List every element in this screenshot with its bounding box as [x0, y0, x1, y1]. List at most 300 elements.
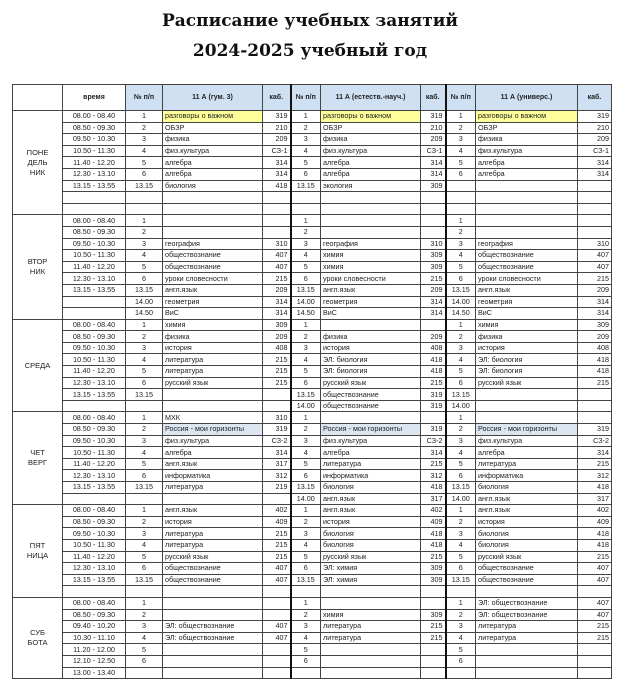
lesson-subject: англ.язык	[321, 505, 421, 517]
schedule-row	[13, 609, 612, 621]
day-name: СРЕДА	[13, 319, 63, 412]
header-class-2: 11 А (естеств.-науч.)	[321, 85, 421, 111]
lesson-subject	[321, 412, 421, 424]
lesson-room: 209	[263, 134, 291, 146]
header-time: время	[63, 85, 126, 111]
lesson-subject: химия	[163, 319, 263, 331]
schedule-row	[13, 644, 612, 656]
page-subtitle: 2024-2025 учебный год	[192, 41, 428, 61]
lesson-number: 1	[291, 412, 321, 424]
lesson-room: 407	[263, 261, 291, 273]
lesson-time: 08.00 - 08.40	[63, 215, 126, 227]
lesson-subject: физ.культура	[163, 145, 263, 157]
lesson-subject: ВиС	[321, 308, 421, 320]
lesson-room: 314	[578, 447, 612, 459]
lesson-room: 407	[578, 250, 612, 262]
lesson-room: 210	[578, 122, 612, 134]
lesson-room: 209	[421, 331, 446, 343]
lesson-number: 6	[291, 655, 321, 667]
lesson-room: 314	[263, 296, 291, 308]
lesson-number: 13.15	[446, 482, 476, 494]
lesson-subject: уроки словесности	[321, 273, 421, 285]
lesson-room: 310	[578, 238, 612, 250]
lesson-room: 314	[421, 447, 446, 459]
lesson-room	[578, 215, 612, 227]
lesson-subject	[163, 215, 263, 227]
lesson-room: 310	[421, 238, 446, 250]
lesson-subject: англ.язык	[476, 493, 578, 505]
lesson-number	[126, 586, 163, 598]
lesson-time	[63, 493, 126, 505]
lesson-number: 3	[446, 134, 476, 146]
lesson-number: 5	[291, 644, 321, 656]
lesson-number: 6	[446, 563, 476, 575]
lesson-subject: англ.язык	[163, 458, 263, 470]
lesson-subject	[476, 586, 578, 598]
lesson-time: 12.10 - 12.50	[63, 655, 126, 667]
lesson-number: 2	[291, 516, 321, 528]
lesson-subject: информатика	[321, 470, 421, 482]
lesson-number: 4	[126, 145, 163, 157]
lesson-room	[263, 597, 291, 609]
lesson-number: 13.15	[446, 389, 476, 401]
lesson-room: 309	[263, 319, 291, 331]
lesson-number: 5	[126, 551, 163, 563]
lesson-time: 09.40 - 10.20	[63, 621, 126, 633]
lesson-room: 215	[263, 366, 291, 378]
lesson-subject: англ.язык	[476, 505, 578, 517]
lesson-number: 6	[446, 470, 476, 482]
schedule-row	[13, 238, 612, 250]
schedule-row	[13, 447, 612, 459]
lesson-room	[421, 667, 446, 679]
schedule-row	[13, 273, 612, 285]
lesson-number: 13.15	[126, 180, 163, 192]
lesson-time: 13.15 - 13.55	[63, 284, 126, 296]
lesson-room: 402	[421, 505, 446, 517]
schedule-row	[13, 284, 612, 296]
lesson-room	[263, 400, 291, 412]
lesson-room: 314	[263, 168, 291, 180]
schedule-row	[13, 308, 612, 320]
lesson-time: 08.00 - 08.40	[63, 505, 126, 517]
lesson-room: 309	[421, 609, 446, 621]
lesson-number: 4	[291, 145, 321, 157]
lesson-number: 6	[126, 470, 163, 482]
schedule-row	[13, 528, 612, 540]
lesson-time: 08.50 - 09.30	[63, 609, 126, 621]
lesson-room: СЗ-1	[421, 145, 446, 157]
lesson-number: 5	[126, 644, 163, 656]
lesson-room: 215	[263, 551, 291, 563]
lesson-room: 418	[578, 539, 612, 551]
header-num-1: № п/п	[126, 85, 163, 111]
lesson-subject: физика	[163, 331, 263, 343]
lesson-number: 14.00	[446, 296, 476, 308]
lesson-number: 3	[291, 134, 321, 146]
lesson-room: 409	[421, 516, 446, 528]
schedule-row	[13, 261, 612, 273]
lesson-room	[263, 655, 291, 667]
lesson-subject: алгебра	[476, 168, 578, 180]
lesson-subject	[321, 203, 421, 215]
lesson-number: 2	[126, 516, 163, 528]
lesson-time: 08.50 - 09.30	[63, 226, 126, 238]
lesson-subject: физика	[321, 331, 421, 343]
lesson-subject: ЭЛ: биология	[321, 354, 421, 366]
lesson-room: 402	[578, 505, 612, 517]
lesson-number: 4	[126, 632, 163, 644]
lesson-number: 4	[291, 250, 321, 262]
lesson-number: 14.50	[291, 308, 321, 320]
lesson-time: 10.50 - 11.30	[63, 539, 126, 551]
lesson-subject: биология	[476, 539, 578, 551]
schedule-row	[13, 180, 612, 192]
lesson-room	[421, 655, 446, 667]
schedule-row	[13, 296, 612, 308]
lesson-number	[446, 203, 476, 215]
lesson-number: 3	[126, 621, 163, 633]
schedule-row	[13, 435, 612, 447]
lesson-number: 3	[126, 238, 163, 250]
lesson-subject: алгебра	[321, 447, 421, 459]
lesson-number: 6	[446, 273, 476, 285]
lesson-time: 11.40 - 12.20	[63, 551, 126, 563]
lesson-number: 2	[126, 122, 163, 134]
lesson-room: СЗ-1	[578, 145, 612, 157]
lesson-time: 13.15 - 13.55	[63, 482, 126, 494]
lesson-time: 08.00 - 08.40	[63, 111, 126, 123]
lesson-room: 314	[263, 308, 291, 320]
lesson-subject: физ.культура	[476, 435, 578, 447]
lesson-time	[63, 192, 126, 204]
lesson-subject	[476, 667, 578, 679]
lesson-number: 2	[291, 331, 321, 343]
lesson-number: 6	[126, 273, 163, 285]
lesson-subject: русский язык	[321, 551, 421, 563]
lesson-room	[578, 389, 612, 401]
lesson-number: 4	[126, 539, 163, 551]
lesson-room	[263, 493, 291, 505]
lesson-room: 215	[421, 632, 446, 644]
schedule-row	[13, 470, 612, 482]
lesson-room	[263, 609, 291, 621]
lesson-subject: алгебра	[321, 168, 421, 180]
lesson-subject: история	[163, 342, 263, 354]
schedule-row	[13, 482, 612, 494]
lesson-subject: алгебра	[163, 168, 263, 180]
lesson-time: 08.50 - 09.30	[63, 331, 126, 343]
schedule-row	[13, 377, 612, 389]
lesson-subject	[163, 609, 263, 621]
lesson-number: 4	[291, 447, 321, 459]
lesson-room	[263, 203, 291, 215]
lesson-subject: ОБЗР	[321, 122, 421, 134]
lesson-subject: биология	[321, 482, 421, 494]
lesson-room: 215	[421, 551, 446, 563]
lesson-subject: алгебра	[163, 447, 263, 459]
lesson-subject: обществознание	[476, 261, 578, 273]
lesson-subject: биология	[163, 180, 263, 192]
schedule-row	[13, 134, 612, 146]
lesson-room	[578, 180, 612, 192]
lesson-subject: разговоры о важном	[476, 111, 578, 123]
lesson-subject: МХК	[163, 412, 263, 424]
lesson-number: 13.15	[446, 574, 476, 586]
lesson-number: 3	[446, 238, 476, 250]
lesson-number: 2	[126, 609, 163, 621]
lesson-room: 209	[578, 331, 612, 343]
schedule-row	[13, 586, 612, 598]
lesson-number: 3	[126, 528, 163, 540]
lesson-room: 319	[421, 389, 446, 401]
lesson-time: 09.50 - 10.30	[63, 528, 126, 540]
schedule-row	[13, 203, 612, 215]
lesson-subject	[321, 192, 421, 204]
lesson-room: 418	[578, 482, 612, 494]
lesson-subject: информатика	[476, 470, 578, 482]
lesson-subject: ВиС	[163, 308, 263, 320]
lesson-number: 3	[291, 238, 321, 250]
day-name: ПЯТ НИЦА	[13, 505, 63, 598]
schedule-row	[13, 539, 612, 551]
lesson-subject	[321, 667, 421, 679]
lesson-subject: история	[163, 516, 263, 528]
header-class-1: 11 А (гум. 3)	[163, 85, 263, 111]
lesson-subject	[476, 400, 578, 412]
lesson-subject: обществознание	[163, 261, 263, 273]
schedule-row	[13, 354, 612, 366]
lesson-room: 215	[421, 621, 446, 633]
lesson-subject: англ.язык	[163, 505, 263, 517]
lesson-subject: Россия - мои горизонты	[163, 424, 263, 436]
lesson-subject: ЭЛ: биология	[321, 366, 421, 378]
lesson-time	[63, 400, 126, 412]
lesson-room: 215	[578, 458, 612, 470]
lesson-subject: обществознание	[163, 574, 263, 586]
lesson-number	[126, 203, 163, 215]
lesson-room: 314	[421, 168, 446, 180]
lesson-subject: русский язык	[321, 377, 421, 389]
lesson-room: 314	[578, 168, 612, 180]
lesson-subject	[163, 400, 263, 412]
lesson-number: 3	[291, 435, 321, 447]
lesson-number: 13.15	[291, 574, 321, 586]
lesson-room: 215	[263, 354, 291, 366]
lesson-number: 4	[126, 250, 163, 262]
lesson-number: 1	[291, 597, 321, 609]
lesson-room: 317	[263, 458, 291, 470]
lesson-room: 209	[421, 284, 446, 296]
lesson-time: 13.00 - 13.40	[63, 667, 126, 679]
lesson-subject: алгебра	[476, 447, 578, 459]
schedule-row	[13, 424, 612, 436]
lesson-number: 6	[291, 470, 321, 482]
lesson-number: 3	[446, 621, 476, 633]
lesson-time: 10.50 - 11.30	[63, 250, 126, 262]
header-num-3: № п/п	[446, 85, 476, 111]
lesson-subject: обществознание	[321, 389, 421, 401]
lesson-subject: обществознание	[163, 563, 263, 575]
lesson-number: 14.00	[446, 400, 476, 412]
lesson-number	[446, 667, 476, 679]
lesson-subject	[476, 180, 578, 192]
lesson-room: 314	[421, 308, 446, 320]
lesson-number: 13.15	[291, 180, 321, 192]
lesson-room: 309	[421, 250, 446, 262]
lesson-room: 407	[578, 563, 612, 575]
lesson-time	[63, 586, 126, 598]
lesson-number: 6	[126, 655, 163, 667]
lesson-subject: англ.язык	[321, 493, 421, 505]
schedule-row	[13, 192, 612, 204]
lesson-room: 209	[578, 284, 612, 296]
lesson-number	[126, 400, 163, 412]
lesson-subject: ВиС	[476, 308, 578, 320]
lesson-number	[126, 493, 163, 505]
lesson-subject: обществознание	[163, 250, 263, 262]
lesson-subject	[476, 203, 578, 215]
lesson-time: 13.15 - 13.55	[63, 180, 126, 192]
lesson-subject: ЭЛ: обществознание	[476, 597, 578, 609]
schedule-row	[13, 516, 612, 528]
lesson-room: 309	[578, 319, 612, 331]
schedule-body	[13, 111, 612, 679]
lesson-number: 5	[126, 157, 163, 169]
lesson-room: 407	[578, 609, 612, 621]
lesson-room: 309	[421, 261, 446, 273]
page-title: Расписание учебных занятий	[162, 11, 458, 31]
lesson-number: 13.15	[446, 284, 476, 296]
lesson-subject: литература	[476, 632, 578, 644]
lesson-room	[578, 667, 612, 679]
lesson-number: 14.00	[291, 493, 321, 505]
day-name: ПОНЕ ДЕЛЬ НИК	[13, 111, 63, 215]
lesson-number: 3	[291, 342, 321, 354]
lesson-number: 2	[291, 122, 321, 134]
lesson-number: 2	[446, 226, 476, 238]
schedule-row	[13, 458, 612, 470]
lesson-room: 314	[578, 308, 612, 320]
lesson-time: 11.20 - 12.00	[63, 644, 126, 656]
lesson-time	[63, 308, 126, 320]
lesson-number	[126, 667, 163, 679]
lesson-number: 13.15	[291, 284, 321, 296]
lesson-subject: разговоры о важном	[321, 111, 421, 123]
lesson-subject	[476, 412, 578, 424]
lesson-room: 310	[263, 412, 291, 424]
lesson-subject	[476, 389, 578, 401]
lesson-room: 215	[578, 273, 612, 285]
lesson-subject	[163, 597, 263, 609]
lesson-subject: ОБЗР	[163, 122, 263, 134]
lesson-room: 314	[263, 447, 291, 459]
lesson-number: 5	[291, 366, 321, 378]
lesson-room	[263, 667, 291, 679]
lesson-time: 09.50 - 10.30	[63, 238, 126, 250]
lesson-subject: уроки словесности	[476, 273, 578, 285]
lesson-room: 407	[578, 261, 612, 273]
lesson-room: 215	[578, 621, 612, 633]
lesson-subject	[163, 192, 263, 204]
lesson-time: 11.40 - 12.20	[63, 366, 126, 378]
lesson-number: 1	[291, 319, 321, 331]
lesson-room: 215	[263, 528, 291, 540]
lesson-subject: история	[321, 342, 421, 354]
lesson-number: 3	[291, 528, 321, 540]
lesson-room: 317	[421, 493, 446, 505]
lesson-room	[421, 586, 446, 598]
lesson-subject: география	[163, 238, 263, 250]
lesson-subject: литература	[476, 458, 578, 470]
lesson-room: 407	[263, 574, 291, 586]
lesson-number: 1	[291, 111, 321, 123]
lesson-room: 402	[263, 505, 291, 517]
lesson-number: 4	[291, 632, 321, 644]
lesson-room	[421, 597, 446, 609]
lesson-number: 5	[446, 261, 476, 273]
lesson-subject	[476, 215, 578, 227]
lesson-time: 11.40 - 12.20	[63, 458, 126, 470]
lesson-number: 1	[446, 505, 476, 517]
lesson-room: 215	[421, 377, 446, 389]
lesson-room: 314	[578, 157, 612, 169]
lesson-time: 11.40 - 12.20	[63, 157, 126, 169]
lesson-subject: история	[476, 516, 578, 528]
lesson-subject: химия	[321, 250, 421, 262]
lesson-room: 314	[421, 296, 446, 308]
lesson-number: 5	[446, 644, 476, 656]
lesson-subject	[321, 597, 421, 609]
schedule-row	[13, 563, 612, 575]
lesson-room: 215	[421, 458, 446, 470]
lesson-room: 219	[263, 482, 291, 494]
lesson-room: 310	[263, 238, 291, 250]
lesson-number: 4	[446, 250, 476, 262]
header-room-1: каб.	[263, 85, 291, 111]
schedule-row	[13, 331, 612, 343]
lesson-number: 6	[126, 168, 163, 180]
lesson-subject: англ.язык	[476, 284, 578, 296]
lesson-subject: ЭЛ: биология	[476, 354, 578, 366]
lesson-room: 312	[421, 470, 446, 482]
schedule-row	[13, 342, 612, 354]
lesson-subject: геометрия	[321, 296, 421, 308]
lesson-number: 2	[446, 122, 476, 134]
schedule-row	[13, 597, 612, 609]
schedule-row	[13, 574, 612, 586]
lesson-room: 418	[421, 482, 446, 494]
lesson-number: 3	[126, 435, 163, 447]
lesson-subject: ЭЛ: химия	[321, 563, 421, 575]
lesson-subject: литература	[321, 621, 421, 633]
schedule-row	[13, 122, 612, 134]
lesson-room	[263, 644, 291, 656]
lesson-subject: биология	[321, 528, 421, 540]
lesson-number: 1	[291, 215, 321, 227]
lesson-number: 5	[446, 458, 476, 470]
lesson-room	[578, 644, 612, 656]
lesson-number: 3	[446, 528, 476, 540]
lesson-subject: информатика	[163, 470, 263, 482]
lesson-number	[291, 586, 321, 598]
lesson-room	[421, 226, 446, 238]
schedule-row	[13, 215, 612, 227]
lesson-room: 418	[421, 366, 446, 378]
lesson-number: 4	[446, 354, 476, 366]
lesson-subject: литература	[163, 482, 263, 494]
lesson-number: 6	[446, 655, 476, 667]
